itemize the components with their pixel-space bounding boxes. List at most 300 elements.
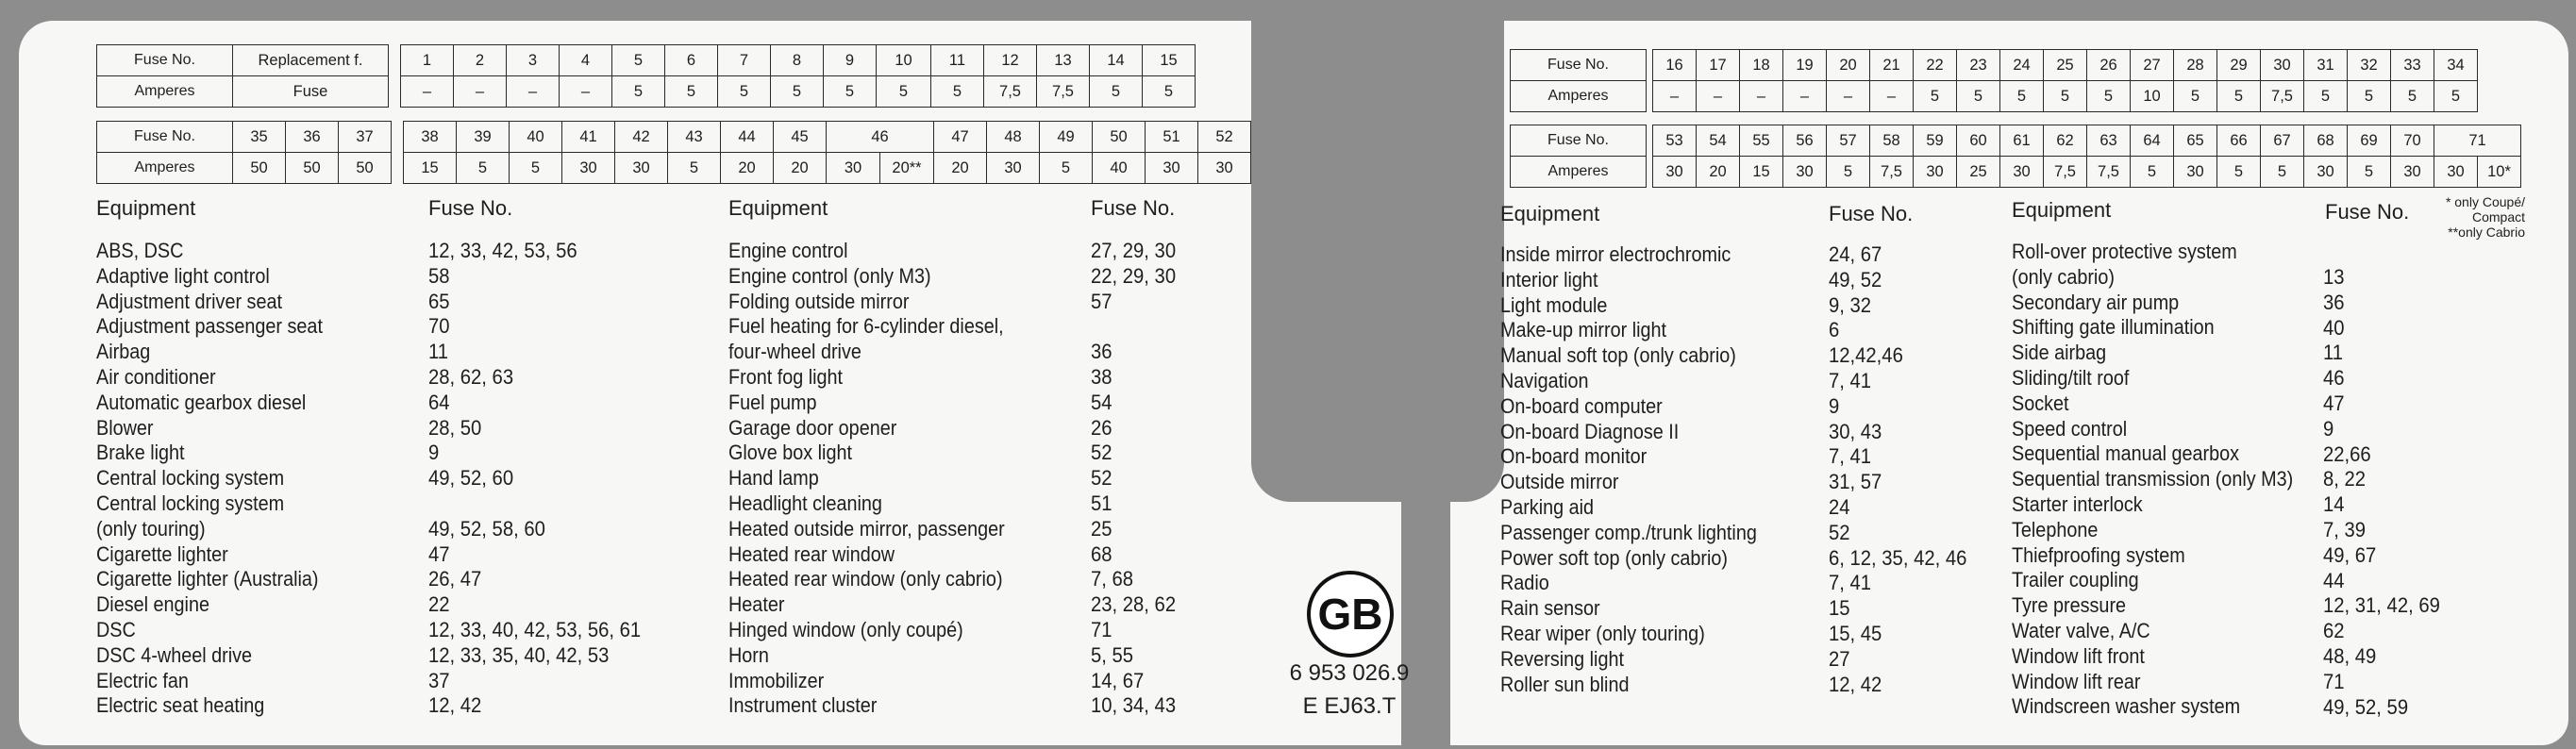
column-head: Fuse <box>233 76 389 108</box>
amperes-cell: 30 <box>2304 157 2348 188</box>
equipment-item: Outside mirror <box>1500 470 1619 494</box>
amperes-cell: 30 <box>2174 157 2217 188</box>
amperes-cell: 30 <box>987 153 1040 184</box>
fuse-numbers: 12, 33, 35, 40, 42, 53 <box>428 642 610 667</box>
fuse-numbers: 11 <box>2323 341 2344 365</box>
fuse-number-cell: 1 <box>401 45 454 76</box>
fuse-number-cell: 67 <box>2261 125 2304 157</box>
fuse-numbers: 9 <box>1829 393 1840 418</box>
equipment-item: Horn <box>728 642 769 667</box>
row-label: Amperes <box>1511 81 1647 112</box>
equipment-item: Sliding/tilt roof <box>2012 365 2130 390</box>
fuse-numbers: 12,42,46 <box>1829 343 1903 368</box>
equipment-item: Headlight cleaning <box>728 491 882 515</box>
equipment-item: Engine control <box>728 239 848 262</box>
equipment-item: Reversing light <box>1500 646 1624 671</box>
fuse-numbers: 44 <box>2323 568 2345 592</box>
fuse-number-cell: 3 <box>507 45 560 76</box>
amperes-row <box>1511 81 2478 112</box>
fuse-numbers: 31, 57 <box>1829 470 1882 494</box>
fuse-number-cell: 15 <box>1143 45 1196 76</box>
fuse-number-cell: 13 <box>1037 45 1090 76</box>
amperes-cell: 5 <box>2000 81 2044 112</box>
fuse-number-cell: 34 <box>2434 50 2478 81</box>
equipment-item: ABS, DSC <box>96 239 184 262</box>
fuse-number-cell: 64 <box>2131 125 2174 157</box>
fuse-number-cell: 29 <box>2217 50 2261 81</box>
fuse-no-header-3: Fuse No. <box>1829 202 1914 225</box>
fuse-numbers: 7, 41 <box>1829 571 1872 595</box>
amperes-cell: 5 <box>2044 81 2087 112</box>
amperes-cell: 30 <box>1198 153 1251 184</box>
fuse-numbers: 68 <box>1091 541 1112 566</box>
equipment-item: Garage door opener <box>728 415 897 440</box>
amperes-row <box>97 76 1196 108</box>
fuse-number-cell: 7 <box>718 45 771 76</box>
amperes-cell: 5 <box>718 76 771 108</box>
amperes-cell: 20 <box>934 153 987 184</box>
fuse-number-cell: 8 <box>771 45 824 76</box>
table-gap <box>1647 81 1653 112</box>
fuse-number-cell: 37 <box>339 122 392 153</box>
equipment-item: Windscreen washer system <box>2012 694 2241 719</box>
fuse-numbers: 37 <box>428 668 450 692</box>
equipment-item: Secondary air pump <box>2012 290 2180 314</box>
equipment-item: Adaptive light control <box>96 263 270 288</box>
fuse-number-row <box>1511 50 2478 81</box>
fuse-numbers: 70 <box>428 314 450 339</box>
fuse-list-3 <box>1829 242 1966 697</box>
equipment-list-4 <box>2012 240 2293 720</box>
fuse-number-cell: 45 <box>774 122 827 153</box>
fuse-numbers: 52 <box>1091 466 1112 491</box>
column-head: Replacement f. <box>233 45 389 76</box>
fuse-number-cell: 44 <box>721 122 774 153</box>
fuse-number-cell: 56 <box>1783 125 1827 157</box>
fuse-numbers: 7, 41 <box>1829 368 1872 392</box>
fuse-numbers: 71 <box>2323 669 2345 693</box>
fuse-number-cell: 31 <box>2304 50 2348 81</box>
amperes-cell: 7,5 <box>1870 157 1914 188</box>
fuse-number-cell: 53 <box>1653 125 1697 157</box>
footnote-coupe: * only Coupé/ <box>2445 194 2525 209</box>
amperes-cell: 5 <box>665 76 718 108</box>
fuse-number-cell: 52 <box>1198 122 1251 153</box>
amperes-cell: 7,5 <box>1037 76 1090 108</box>
fuse-number-cell: 4 <box>560 45 612 76</box>
label-code: E EJ63.T <box>1302 693 1397 719</box>
fuse-numbers: 22,66 <box>2323 441 2371 466</box>
equipment-item: Adjustment passenger seat <box>96 314 323 339</box>
fuse-table-right-bottom <box>1510 125 2521 188</box>
amperes-cell: 50 <box>233 153 286 184</box>
amperes-cell: 7,5 <box>2044 157 2087 188</box>
fuse-numbers: 22 <box>428 592 450 617</box>
equipment-item: Folding outside mirror <box>728 289 910 313</box>
equipment-list-1 <box>96 239 323 719</box>
fuse-number-cell: 19 <box>1783 50 1827 81</box>
fuse-number-cell: 43 <box>668 122 721 153</box>
amperes-cell: 30 <box>562 153 615 184</box>
fuse-numbers: 49, 52, 58, 60 <box>428 516 545 541</box>
fuse-number-cell: 18 <box>1740 50 1783 81</box>
table-gap <box>1647 125 1653 157</box>
amperes-cell: – <box>507 76 560 108</box>
amperes-cell: 30 <box>1914 157 1957 188</box>
fuse-numbers: 62 <box>2323 619 2345 643</box>
row-label: Fuse No. <box>1511 50 1647 81</box>
amperes-cell: 7,5 <box>984 76 1037 108</box>
fuse-number-cell: 23 <box>1957 50 2000 81</box>
equipment-item: Airbag <box>96 340 151 364</box>
equipment-item: Hand lamp <box>728 466 819 491</box>
fuse-numbers: 15 <box>1829 596 1850 621</box>
amperes-cell: 5 <box>1090 76 1143 108</box>
amperes-cell: 30 <box>827 153 880 184</box>
amperes-cell: 5 <box>2131 157 2174 188</box>
equipment-item: Inside mirror electrochromic <box>1500 242 1731 266</box>
equipment-item: Heated rear window <box>728 541 895 566</box>
fuse-number-cell: 14 <box>1090 45 1143 76</box>
fuse-number-cell: 42 <box>615 122 668 153</box>
amperes-cell: 5 <box>2087 81 2131 112</box>
fuse-numbers: 25 <box>1091 516 1112 541</box>
table-gap <box>392 153 404 184</box>
equipment-item: Side airbag <box>2012 341 2107 365</box>
fuse-number-cell: 70 <box>2391 125 2434 157</box>
fuse-numbers: 23, 28, 62 <box>1091 592 1177 617</box>
equipment-item: Rain sensor <box>1500 596 1600 621</box>
table-gap <box>1647 157 1653 188</box>
fuse-number-cell: 41 <box>562 122 615 153</box>
fuse-no-header-2: Fuse No. <box>1091 196 1176 220</box>
equipment-item: Socket <box>2012 391 2069 415</box>
fuse-number-cell: 33 <box>2391 50 2434 81</box>
fuse-numbers: 7, 68 <box>1091 567 1134 591</box>
amperes-cell: 30 <box>2391 157 2434 188</box>
amperes-cell: – <box>1740 81 1783 112</box>
fuse-number-cell: 24 <box>2000 50 2044 81</box>
amperes-cell: 5 <box>2304 81 2348 112</box>
fuse-no-header-1: Fuse No. <box>428 196 513 220</box>
fuse-numbers: 40 <box>2323 315 2345 340</box>
equipment-item: Telephone <box>2012 517 2099 541</box>
amperes-cell: – <box>1783 81 1827 112</box>
label-cutout <box>1251 0 1504 502</box>
equipment-item: Automatic gearbox diesel <box>96 390 307 414</box>
fuse-numbers: 65 <box>428 289 450 313</box>
fuse-numbers: 12, 42 <box>428 693 482 718</box>
amperes-cell: 5 <box>1040 153 1093 184</box>
equipment-item: DSC 4-wheel drive <box>96 642 253 667</box>
fuse-number-cell: 69 <box>2348 125 2391 157</box>
fuse-numbers: 24 <box>1829 494 1850 519</box>
equipment-item: Manual soft top (only cabrio) <box>1500 343 1736 368</box>
fuse-numbers: 7, 41 <box>1829 444 1872 469</box>
equipment-header-1: Equipment <box>96 196 196 220</box>
equipment-item: Roll-over protective system <box>2012 240 2237 263</box>
amperes-cell: 5 <box>1957 81 2000 112</box>
fuse-numbers: 10, 34, 43 <box>1091 693 1177 718</box>
amperes-cell: – <box>401 76 454 108</box>
fuse-number-cell: 22 <box>1914 50 1957 81</box>
country-badge-gb: GB <box>1307 571 1394 657</box>
equipment-item: Fuel heating for 6-cylinder diesel, <box>728 314 1004 339</box>
fuse-number-cell: 38 <box>404 122 457 153</box>
fuse-number-row <box>97 122 1251 153</box>
amperes-cell: 7,5 <box>2087 157 2131 188</box>
fuse-numbers: 51 <box>1091 491 1112 515</box>
fuse-list-1 <box>428 239 641 719</box>
fuse-numbers: 24, 67 <box>1829 242 1882 266</box>
amperes-cell: 5 <box>1143 76 1196 108</box>
amperes-cell: 5 <box>1914 81 1957 112</box>
fuse-number-cell: 62 <box>2044 125 2087 157</box>
fuse-number-row <box>1511 125 2521 157</box>
fuse-numbers: 38 <box>1091 364 1112 389</box>
amperes-cell: 30 <box>1653 157 1697 188</box>
amperes-cell: 50 <box>286 153 339 184</box>
equipment-item: Starter interlock <box>2012 491 2143 516</box>
equipment-item: four-wheel drive <box>728 340 861 364</box>
equipment-item: Roller sun blind <box>1500 672 1630 696</box>
fuse-table-left-bottom <box>96 121 1251 184</box>
equipment-item: Rear wiper (only touring) <box>1500 621 1705 645</box>
equipment-item: Fuel pump <box>728 390 817 414</box>
equipment-item: Glove box light <box>728 441 852 465</box>
fuse-numbers: 47 <box>428 541 450 566</box>
fuse-number-cell: 48 <box>987 122 1040 153</box>
amperes-cell: – <box>454 76 507 108</box>
amperes-cell: 40 <box>1093 153 1146 184</box>
fuse-numbers: 28, 62, 63 <box>428 364 514 389</box>
fuse-number-cell: 49 <box>1040 122 1093 153</box>
row-label: Fuse No. <box>1511 125 1647 157</box>
equipment-header-2: Equipment <box>728 196 828 220</box>
footnote-cabrio: **only Cabrio <box>2448 225 2525 240</box>
amperes-cell: 5 <box>2434 81 2478 112</box>
equipment-list-2 <box>728 239 1005 719</box>
amperes-cell: – <box>1870 81 1914 112</box>
fuse-no-header-4: Fuse No. <box>2325 200 2410 224</box>
amperes-cell: 15 <box>404 153 457 184</box>
table-gap <box>392 122 404 153</box>
amperes-cell: 10 <box>2131 81 2174 112</box>
fuse-number-cell: 12 <box>984 45 1037 76</box>
fuse-numbers: 27, 29, 30 <box>1091 239 1177 262</box>
fuse-numbers: 5, 55 <box>1091 642 1134 667</box>
equipment-item: Heated outside mirror, passenger <box>728 516 1005 541</box>
fuse-number-cell: 21 <box>1870 50 1914 81</box>
amperes-cell: 50 <box>339 153 392 184</box>
equipment-item: (only touring) <box>96 516 206 541</box>
fuse-numbers: 30, 43 <box>1829 419 1882 443</box>
amperes-cell: 20 <box>721 153 774 184</box>
equipment-list-3 <box>1500 242 1757 697</box>
equipment-item: Central locking system <box>96 491 285 515</box>
fuse-numbers: 12, 31, 42, 69 <box>2323 593 2440 618</box>
fuse-number-cell: 16 <box>1653 50 1697 81</box>
fuse-number-cell: 59 <box>1914 125 1957 157</box>
amperes-cell: 30 <box>2434 157 2478 188</box>
equipment-item: On-board computer <box>1500 393 1663 418</box>
equipment-item: (only cabrio) <box>2012 264 2115 289</box>
equipment-item: Passenger comp./trunk lighting <box>1500 520 1757 544</box>
fuse-numbers <box>1091 314 1176 340</box>
fuse-number-cell: 51 <box>1146 122 1198 153</box>
fuse-numbers: 48, 49 <box>2323 643 2377 668</box>
fuse-number-cell: 17 <box>1697 50 1740 81</box>
fuse-numbers: 14, 67 <box>1091 668 1145 692</box>
fuse-number-cell: 32 <box>2348 50 2391 81</box>
equipment-item: Hinged window (only coupé) <box>728 617 963 641</box>
fuse-numbers: 49, 52, 59 <box>2323 694 2409 719</box>
fuse-numbers: 36 <box>2323 290 2345 314</box>
fuse-number-cell: 26 <box>2087 50 2131 81</box>
equipment-item: Front fog light <box>728 364 844 389</box>
amperes-cell: 5 <box>2217 157 2261 188</box>
equipment-header-4: Equipment <box>2012 198 2112 222</box>
fuse-number-cell: 6 <box>665 45 718 76</box>
equipment-item: Blower <box>96 415 154 440</box>
amperes-cell: 30 <box>1146 153 1198 184</box>
fuse-number-cell: 71 <box>2434 125 2521 157</box>
fuse-number-cell: 27 <box>2131 50 2174 81</box>
row-label: Amperes <box>97 153 233 184</box>
fuse-numbers: 58 <box>428 263 450 288</box>
fuse-numbers: 12, 42 <box>1829 672 1882 696</box>
amperes-cell: 5 <box>824 76 877 108</box>
fuse-number-cell: 20 <box>1827 50 1870 81</box>
fuse-number-cell: 2 <box>454 45 507 76</box>
equipment-item: Shifting gate illumination <box>2012 315 2215 340</box>
fuse-number-cell: 63 <box>2087 125 2131 157</box>
fuse-numbers: 6, 12, 35, 42, 46 <box>1829 545 1967 570</box>
equipment-item: Window lift rear <box>2012 669 2141 693</box>
fuse-number-cell: 39 <box>457 122 510 153</box>
amperes-cell: – <box>1827 81 1870 112</box>
fuse-numbers: 49, 67 <box>2323 542 2377 567</box>
fuse-number-cell: 57 <box>1827 125 1870 157</box>
fuse-numbers: 47 <box>2323 391 2345 415</box>
fuse-numbers: 22, 29, 30 <box>1091 263 1177 288</box>
amperes-cell: 5 <box>2348 157 2391 188</box>
fuse-numbers: 12, 33, 40, 42, 53, 56, 61 <box>428 617 642 641</box>
amperes-cell: 30 <box>1783 157 1827 188</box>
equipment-item: Sequential manual gearbox <box>2012 441 2240 466</box>
fuse-number-cell: 40 <box>510 122 562 153</box>
fuse-numbers: 52 <box>1091 441 1112 465</box>
amperes-cell: 5 <box>612 76 665 108</box>
equipment-item: Instrument cluster <box>728 693 878 718</box>
fuse-number-cell: 9 <box>824 45 877 76</box>
amperes-cell: 5 <box>2174 81 2217 112</box>
equipment-item: DSC <box>96 617 136 641</box>
fuse-number-cell: 46 <box>827 122 934 153</box>
fuse-number-cell: 28 <box>2174 50 2217 81</box>
equipment-item: Engine control (only M3) <box>728 263 931 288</box>
amperes-cell: 5 <box>2261 157 2304 188</box>
fuse-numbers: 6 <box>1829 318 1840 342</box>
fuse-numbers: 71 <box>1091 617 1112 641</box>
fuse-numbers: 9, 32 <box>1829 292 1872 317</box>
equipment-item: Heated rear window (only cabrio) <box>728 567 1003 591</box>
equipment-item: Central locking system <box>96 466 285 491</box>
fuse-number-cell: 35 <box>233 122 286 153</box>
equipment-item: Light module <box>1500 292 1608 317</box>
amperes-cell: 5 <box>668 153 721 184</box>
equipment-item: Electric fan <box>96 668 189 692</box>
fuse-number-cell: 30 <box>2261 50 2304 81</box>
amperes-cell: 20** <box>880 153 934 184</box>
equipment-item: Adjustment driver seat <box>96 289 282 313</box>
fuse-number-cell: 11 <box>931 45 984 76</box>
fuse-number-cell: 10 <box>877 45 931 76</box>
row-label: Amperes <box>97 76 233 108</box>
fuse-number-cell: 50 <box>1093 122 1146 153</box>
equipment-header-3: Equipment <box>1500 202 1600 225</box>
amperes-cell: 5 <box>2391 81 2434 112</box>
equipment-item: Immobilizer <box>728 668 825 692</box>
fuse-numbers: 8, 22 <box>2323 467 2367 491</box>
fuse-numbers: 12, 33, 42, 53, 56 <box>428 239 577 262</box>
equipment-item: Water valve, A/C <box>2012 618 2150 642</box>
fuse-numbers: 9 <box>2323 416 2334 441</box>
fuse-number-cell: 54 <box>1697 125 1740 157</box>
footnotes <box>2412 194 2525 240</box>
amperes-cell: 5 <box>2348 81 2391 112</box>
amperes-cell: 15 <box>1740 157 1783 188</box>
amperes-cell: 5 <box>457 153 510 184</box>
fuse-numbers: 26 <box>1091 415 1112 440</box>
equipment-item: Radio <box>1500 571 1549 595</box>
equipment-item: Electric seat heating <box>96 693 265 718</box>
amperes-cell: 30 <box>615 153 668 184</box>
fuse-numbers: 14 <box>2323 492 2345 517</box>
amperes-cell: 5 <box>771 76 824 108</box>
equipment-item: Sequential transmission (only M3) <box>2012 467 2294 491</box>
amperes-cell: – <box>560 76 612 108</box>
equipment-item: Speed control <box>2012 416 2128 441</box>
amperes-cell: – <box>1653 81 1697 112</box>
equipment-item: Thiefproofing system <box>2012 542 2185 567</box>
fuse-table-left-top <box>96 44 1196 108</box>
fuse-list-4 <box>2323 265 2440 720</box>
fuse-number-cell: 25 <box>2044 50 2087 81</box>
fuse-numbers: 27 <box>1829 646 1850 671</box>
equipment-item: Air conditioner <box>96 364 216 389</box>
amperes-cell: – <box>1697 81 1740 112</box>
fuse-number-row <box>97 45 1196 76</box>
amperes-cell: 30 <box>2000 157 2044 188</box>
fuse-number-cell: 68 <box>2304 125 2348 157</box>
fuse-list-2 <box>1091 239 1176 719</box>
fuse-numbers <box>428 491 641 517</box>
fuse-numbers: 15, 45 <box>1829 621 1882 645</box>
equipment-item: Parking aid <box>1500 494 1595 519</box>
amperes-cell: 7,5 <box>2261 81 2304 112</box>
fuse-numbers: 52 <box>1829 520 1850 544</box>
fuse-number-cell: 55 <box>1740 125 1783 157</box>
fuse-number-cell: 66 <box>2217 125 2261 157</box>
fuse-number-cell: 60 <box>1957 125 2000 157</box>
amperes-cell: 10* <box>2478 157 2521 188</box>
row-label: Fuse No. <box>97 45 233 76</box>
equipment-item: Make-up mirror light <box>1500 318 1667 342</box>
fuse-numbers: 9 <box>428 441 440 465</box>
fuse-numbers: 28, 50 <box>428 415 482 440</box>
fuse-numbers: 7, 39 <box>2323 517 2367 541</box>
